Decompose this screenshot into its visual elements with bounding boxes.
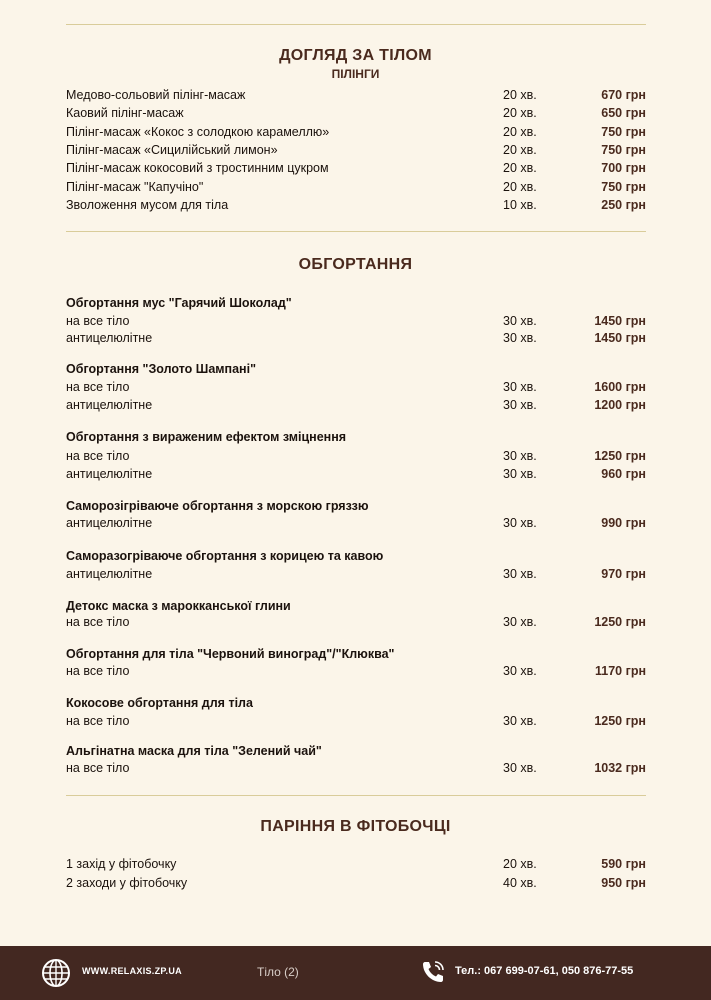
service-group-title: Саморозігріваюче обгортання з морскою гряззю [66, 499, 369, 513]
service-price: 750 грн [601, 180, 646, 194]
service-price: 1250 грн [594, 714, 646, 728]
service-price: 670 грн [601, 88, 646, 102]
service-price: 590 грн [601, 857, 646, 871]
list-item [66, 178, 646, 196]
service-price: 1032 грн [594, 761, 646, 775]
service-duration: 30 хв. [503, 449, 537, 463]
service-duration: 20 хв. [503, 106, 537, 120]
service-price: 990 грн [601, 516, 646, 530]
service-name: Каовий пілінг-масаж [66, 106, 184, 120]
list-item [66, 855, 646, 873]
service-duration: 30 хв. [503, 467, 537, 481]
section-title-wraps: ОБГОРТАННЯ [298, 256, 413, 273]
service-duration: 30 хв. [503, 516, 537, 530]
service-duration: 30 хв. [503, 714, 537, 728]
list-item [66, 141, 646, 159]
service-group-title: Саморазогріваюче обгортання з корицею та кавою [66, 549, 384, 563]
service-name: на все тіло [66, 714, 130, 728]
service-name: на все тіло [66, 615, 130, 629]
section-subtitle-peelings: ПІЛІНГИ [331, 67, 380, 81]
list-item [66, 759, 646, 777]
service-name: на все тіло [66, 380, 130, 394]
service-duration: 30 хв. [503, 331, 537, 345]
service-name: антицелюлітне [66, 467, 153, 481]
service-name: Пілінг-масаж «Сицилійський лимон» [66, 143, 278, 157]
service-name: антицелюлітне [66, 398, 153, 412]
service-duration: 10 хв. [503, 198, 537, 212]
service-group-title: Обгортання мус "Гарячий Шоколад" [66, 296, 292, 310]
list-item [66, 565, 646, 583]
service-price: 700 грн [601, 161, 646, 175]
service-duration: 20 хв. [503, 180, 537, 194]
service-price: 950 грн [601, 876, 646, 890]
service-name: Пілінг-масаж "Капучіно" [66, 180, 204, 194]
list-item [66, 514, 646, 532]
service-price: 1250 грн [594, 449, 646, 463]
list-item [66, 329, 646, 347]
service-price: 1200 грн [594, 398, 646, 412]
service-duration: 20 хв. [503, 125, 537, 139]
service-name: антицелюлітне [66, 516, 153, 530]
footer-bar [0, 946, 711, 1000]
service-price: 970 грн [601, 567, 646, 581]
list-item [66, 196, 646, 214]
service-duration: 30 хв. [503, 664, 537, 678]
service-price: 750 грн [601, 125, 646, 139]
service-name: на все тіло [66, 761, 130, 775]
service-name: на все тіло [66, 449, 130, 463]
service-duration: 30 хв. [503, 314, 537, 328]
service-name: антицелюлітне [66, 331, 153, 345]
list-item [66, 447, 646, 465]
list-item [66, 159, 646, 177]
service-price: 1170 грн [595, 664, 646, 678]
service-name: 2 заходи у фітобочку [66, 876, 188, 890]
service-price: 1450 грн [594, 314, 646, 328]
service-duration: 20 хв. [503, 88, 537, 102]
service-duration: 30 хв. [503, 615, 537, 629]
service-group-title: Обгортання з вираженим ефектом зміцнення [66, 430, 347, 444]
service-name: Зволоження мусом для тіла [66, 198, 229, 212]
list-item [66, 104, 646, 122]
service-price: 960 грн [601, 467, 646, 481]
section-title-body-care: ДОГЛЯД ЗА ТІЛОМ [279, 47, 432, 64]
phone-icon [420, 959, 446, 985]
service-group-title: Обгортання для тіла "Червоний виноград"/"Клюква" [66, 647, 395, 661]
list-item [66, 378, 646, 396]
section-title-phytobarrel: ПАРІННЯ В ФІТОБОЧЦІ [260, 818, 451, 835]
list-item [66, 123, 646, 141]
divider [66, 231, 646, 232]
service-price: 250 грн [601, 198, 646, 212]
list-item [66, 662, 646, 680]
list-item [66, 465, 646, 483]
service-price: 1250 грн [594, 615, 646, 629]
service-name: на все тіло [66, 314, 130, 328]
service-price: 1450 грн [594, 331, 646, 345]
website-link[interactable]: WWW.RELAXIS.ZP.UA [82, 966, 182, 976]
service-duration: 40 хв. [503, 876, 537, 890]
list-item [66, 396, 646, 414]
service-duration: 30 хв. [503, 567, 537, 581]
service-name: Медово-сольовий пілінг-масаж [66, 88, 246, 102]
service-price: 750 грн [601, 143, 646, 157]
list-item [66, 874, 646, 892]
list-item [66, 712, 646, 730]
service-name: на все тіло [66, 664, 130, 678]
service-duration: 30 хв. [503, 380, 537, 394]
service-group-title: Детокс маска з марокканської глини [66, 599, 291, 613]
list-item [66, 86, 646, 104]
service-group-title: Альгінатна маска для тіла "Зелений чай" [66, 744, 322, 758]
service-duration: 30 хв. [503, 398, 537, 412]
service-duration: 20 хв. [503, 161, 537, 175]
service-name: Пілінг-масаж кокосовий з тростинним цукром [66, 161, 329, 175]
service-name: Пілінг-масаж «Кокос з солодкою карамеллю» [66, 125, 330, 139]
divider [66, 24, 646, 25]
service-duration: 20 хв. [503, 143, 537, 157]
service-duration: 20 хв. [503, 857, 537, 871]
contact-phones[interactable]: Тел.: 067 699-07-61, 050 876-77-55 [455, 965, 634, 977]
page-label: Тіло (2) [257, 965, 299, 979]
globe-icon [40, 957, 72, 989]
service-duration: 30 хв. [503, 761, 537, 775]
list-item [66, 312, 646, 330]
list-item [66, 613, 646, 631]
service-price: 1600 грн [594, 380, 646, 394]
divider [66, 795, 646, 796]
service-group-title: Кокосове обгортання для тіла [66, 696, 253, 710]
service-name: антицелюлітне [66, 567, 153, 581]
service-price: 650 грн [601, 106, 646, 120]
service-name: 1 захід у фітобочку [66, 857, 177, 871]
service-group-title: Обгортання "Золото Шампані" [66, 362, 256, 376]
